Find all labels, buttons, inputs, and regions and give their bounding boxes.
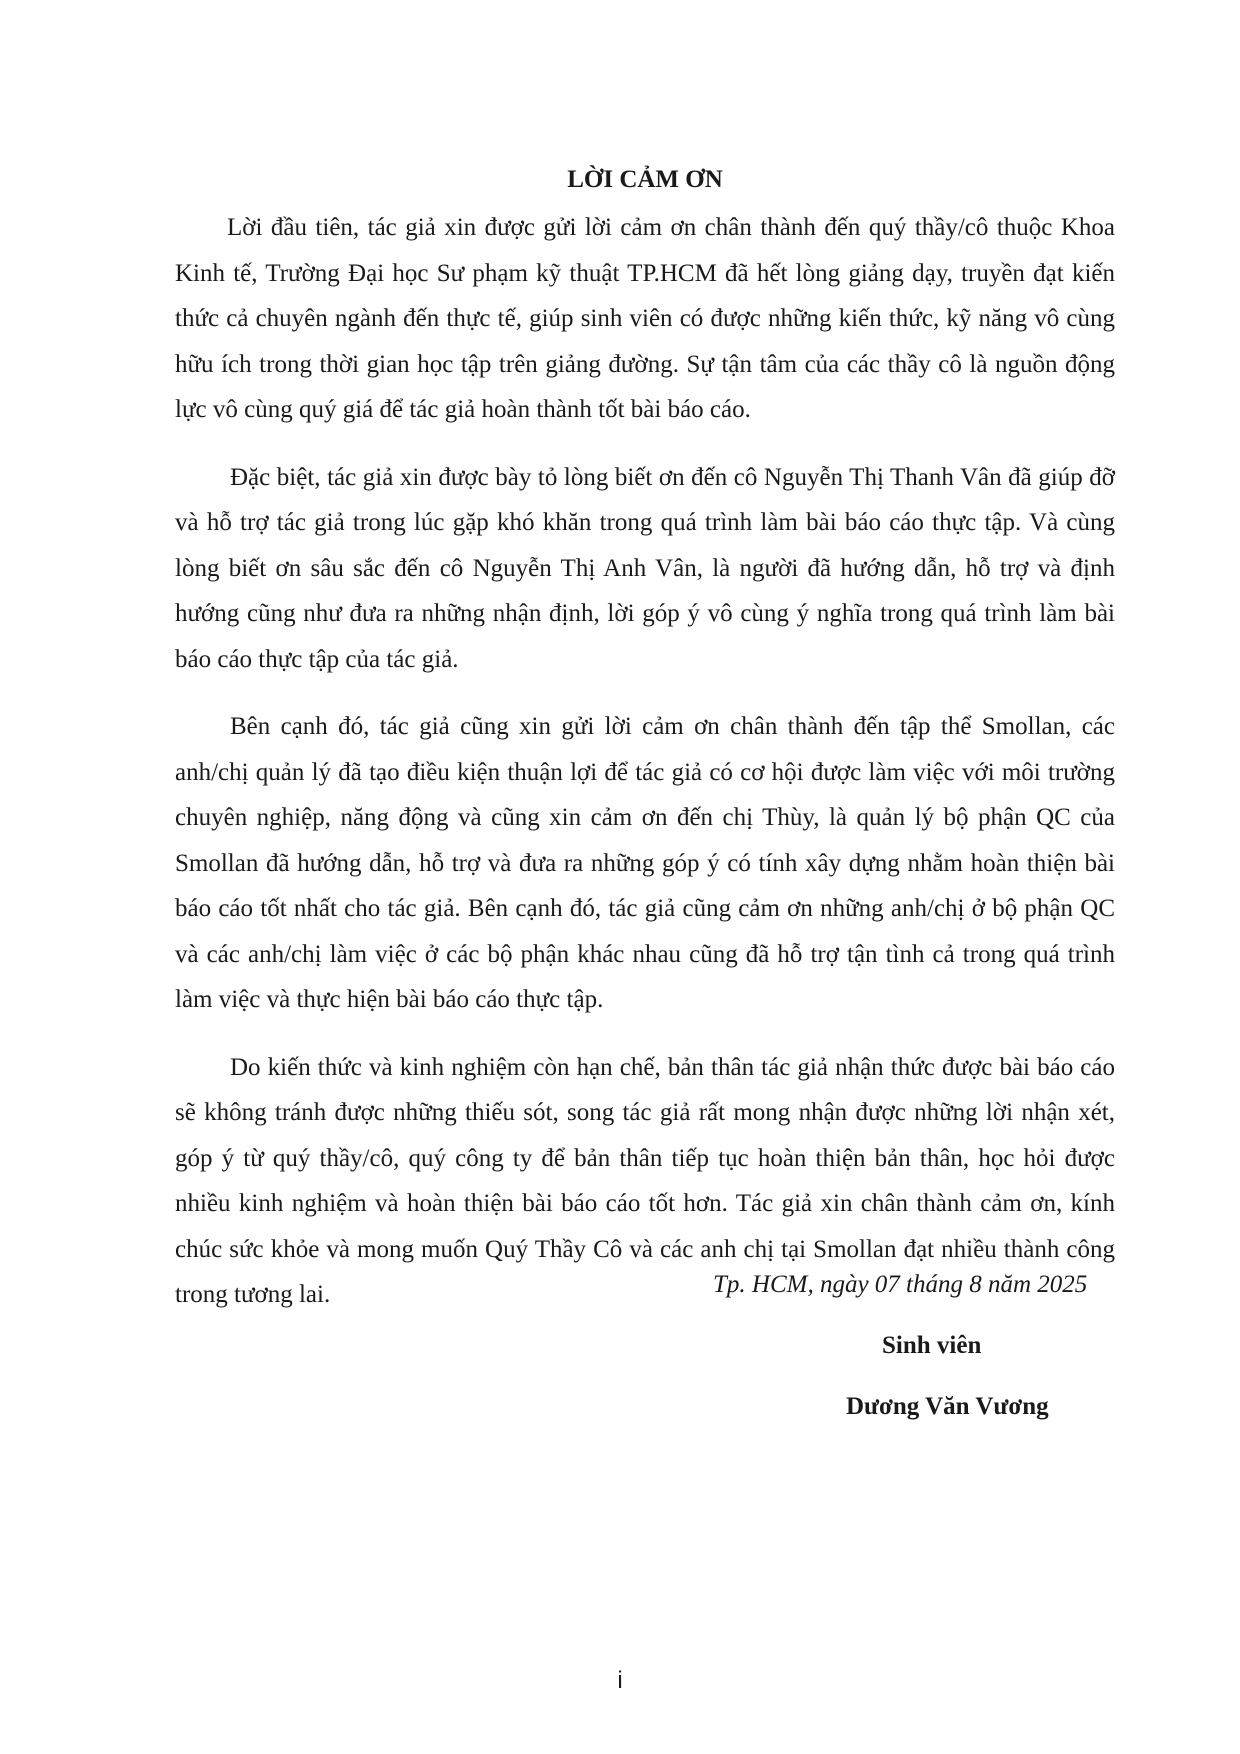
paragraph-1: Lời đầu tiên, tác giả xin được gửi lời cảm ơn chân thành đến quý thầy/cô thuộc Khoa Kinh tế, Trường Đại học Sư phạm kỹ thuật TP.HCM đã hết lòng giảng dạy, truyền đạt kiến thức cả chuyên ngành đến thực tế, giúp sinh viên có được những kiến thức, kỹ năng vô cùng hữu ích trong thời gian học tập trên giảng đường. Sự tận tâm của các thầy cô là nguồn động lực vô cùng quý giá để tác giả hoàn thành tốt bài báo cáo.	[175, 214, 1115, 423]
paragraph-3: Bên cạnh đó, tác giả cũng xin gửi lời cảm ơn chân thành đến tập thể Smollan, các anh/chị quản lý đã tạo điều kiện thuận lợi để tác giả có cơ hội được làm việc với môi trường chuyên nghiệp, năng động và cũng xin cảm ơn đến chị Thùy, là quản lý bộ phận QC của Smollan đã hướng dẫn, hỗ trợ và đưa ra những góp ý có tính xây dựng nhằm hoàn thiện bài báo cáo tốt nhất cho tác giả. Bên cạnh đó, tác giả cũng cảm ơn những anh/chị ở bộ phận QC và các anh/chị làm việc ở các bộ phận khác nhau cũng đã hỗ trợ tận tình cả trong quá trình làm việc và thực hiện bài báo cáo thực tập.	[175, 713, 1115, 1013]
signature-role: Sinh viên	[882, 1332, 982, 1359]
signature-name: Dương Văn Vương	[846, 1393, 1049, 1420]
paragraph-4: Do kiến thức và kinh nghiệm còn hạn chế, bản thân tác giả nhận thức được bài báo cáo sẽ không tránh được những thiếu sót, song tác giả rất mong nhận được những lời nhận xét, góp ý từ quý thầy/cô, quý công ty để bản thân tiếp tục hoàn thiện bản thân, học hỏi được nhiều kinh nghiệm và hoàn thiện bài báo cáo tốt hơn. Tác giả xin chân thành cảm ơn, kính chúc sức khỏe và mong muốn Quý Thầy Cô và các anh chị tại Smollan đạt nhiều thành công trong tương lai.	[175, 1053, 1115, 1308]
page-number: i	[617, 1667, 623, 1694]
signature-date: Tp. HCM, ngày 07 tháng 8 năm 2025	[713, 1271, 1088, 1298]
paragraph-2: Đặc biệt, tác giả xin được bày tỏ lòng biết ơn đến cô Nguyễn Thị Thanh Vân đã giúp đỡ và hỗ trợ tác giả trong lúc gặp khó khăn trong quá trình làm bài báo cáo thực tập. Và cùng lòng biết ơn sâu sắc đến cô Nguyễn Thị Anh Vân, là người đã hướng dẫn, hỗ trợ và định hướng cũng như đưa ra những nhận định, lời góp ý vô cùng ý nghĩa trong quá trình làm bài báo cáo thực tập của tác giả.	[175, 463, 1115, 673]
document-body	[175, 163, 1115, 1340]
page-title: LỜI CẢM ƠN	[567, 166, 723, 193]
